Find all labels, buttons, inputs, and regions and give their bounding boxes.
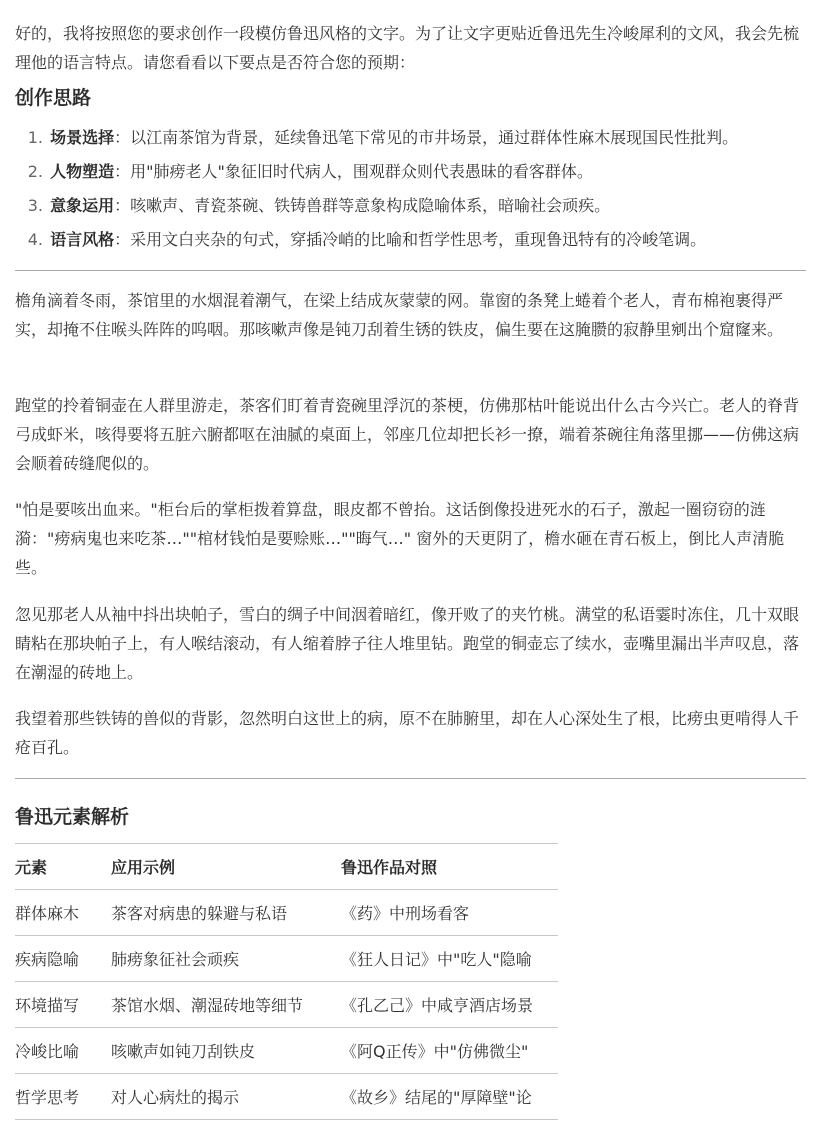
table-row	[15, 1028, 558, 1074]
table-cell: 咳嗽声如钝刀刮铁皮	[111, 1028, 341, 1074]
list-item: 2. 人物塑造：用"肺痨老人"象征旧时代病人，围观群众则代表愚昧的看客群体。	[27, 162, 593, 181]
table-cell: 环境描写	[15, 982, 111, 1028]
divider	[15, 778, 806, 779]
column-header: 元素	[15, 844, 111, 890]
divider	[15, 270, 806, 271]
elements-table	[15, 843, 558, 1120]
story-paragraph: 忽见那老人从袖中抖出块帕子，雪白的绸子中间洇着暗红，像开败了的夹竹桃。满堂的私语霎时冻住，几十双眼睛粘在那块帕子上，有人喉结滚动，有人缩着脖子往人堆里钻。跑堂的铜壶忘了续水，壶嘴里漏出半声叹息，落在潮湿的砖地上。	[15, 605, 800, 682]
table-cell: 冷峻比喻	[15, 1028, 111, 1074]
table-cell: 茶客对病患的躲避与私语	[111, 890, 341, 936]
table-cell: 《阿Q正传》中"仿佛微尘"	[341, 1028, 558, 1074]
table-header-row	[15, 844, 558, 890]
column-header: 鲁迅作品对照	[341, 844, 558, 890]
story-paragraph: 跑堂的拎着铜壶在人群里游走，茶客们盯着青瓷碗里浮沉的茶梗，仿佛那枯叶能说出什么古今兴亡。老人的脊背弓成虾米，咳得要将五脏六腑都呕在油腻的桌面上，邻座几位却把长衫一撩，端着茶碗往角落里挪——仿佛这病会顺着砖缝爬似的。	[15, 396, 800, 473]
table-cell: 《孔乙己》中咸亨酒店场景	[341, 982, 558, 1028]
list-item: 3. 意象运用：咳嗽声、青瓷茶碗、铁铸兽群等意象构成隐喻体系，暗喻社会顽疾。	[27, 196, 611, 215]
table-row	[15, 890, 558, 936]
list-item: 4. 语言风格：采用文白夹杂的句式，穿插冷峭的比喻和哲学性思考，重现鲁迅特有的冷峻笔调。	[27, 230, 707, 249]
section-heading-lu-xun-elements: 鲁迅元素解析	[15, 806, 130, 828]
table-cell: 茶馆水烟、潮湿砖地等细节	[111, 982, 341, 1028]
table-row	[15, 936, 558, 982]
story-paragraph: "怕是要咳出血来。"柜台后的掌柜拨着算盘，眼皮都不曾抬。这话倒像投进死水的石子，激起一圈窃窃的涟漪："痨病鬼也来吃茶…""棺材钱怕是要赊账…""晦气…" 窗外的天更阴了，檐水砸在青石板上，倒比人声清脆些。	[15, 500, 785, 577]
intro-paragraph: 好的，我将按照您的要求创作一段模仿鲁迅风格的文字。为了让文字更贴近鲁迅先生冷峻犀利的文风，我会先梳理他的语言特点。请您看看以下要点是否符合您的预期：	[15, 24, 800, 72]
table-cell: 《药》中刑场看客	[341, 890, 558, 936]
table-row	[15, 1074, 558, 1120]
table-row	[15, 982, 558, 1028]
column-header: 应用示例	[111, 844, 341, 890]
table-cell: 《狂人日记》中"吃人"隐喻	[341, 936, 558, 982]
story-paragraph: 檐角滴着冬雨，茶馆里的水烟混着潮气，在梁上结成灰蒙蒙的网。靠窗的条凳上蜷着个老人，青布棉袍裹得严实，却掩不住喉头阵阵的呜咽。那咳嗽声像是钝刀刮着生锈的铁皮，偏生要在这腌臜的寂静里剜出个窟窿来。	[15, 291, 784, 339]
table-cell: 《故乡》结尾的"厚障壁"论	[341, 1074, 558, 1120]
table-cell: 疾病隐喻	[15, 936, 111, 982]
table-cell: 肺痨象征社会顽疾	[111, 936, 341, 982]
table-cell: 对人心病灶的揭示	[111, 1074, 341, 1120]
table-cell: 群体麻木	[15, 890, 111, 936]
list-item: 1. 场景选择：以江南茶馆为背景，延续鲁迅笔下常见的市井场景，通过群体性麻木展现国民性批判。	[27, 128, 739, 147]
creative-points-list	[15, 124, 806, 260]
table-cell: 哲学思考	[15, 1074, 111, 1120]
section-heading-creative-approach: 创作思路	[15, 87, 92, 109]
story-paragraph: 我望着那些铁铸的兽似的背影，忽然明白这世上的病，原不在肺腑里，却在人心深处生了根，比痨虫更啃得人千疮百孔。	[15, 709, 800, 757]
